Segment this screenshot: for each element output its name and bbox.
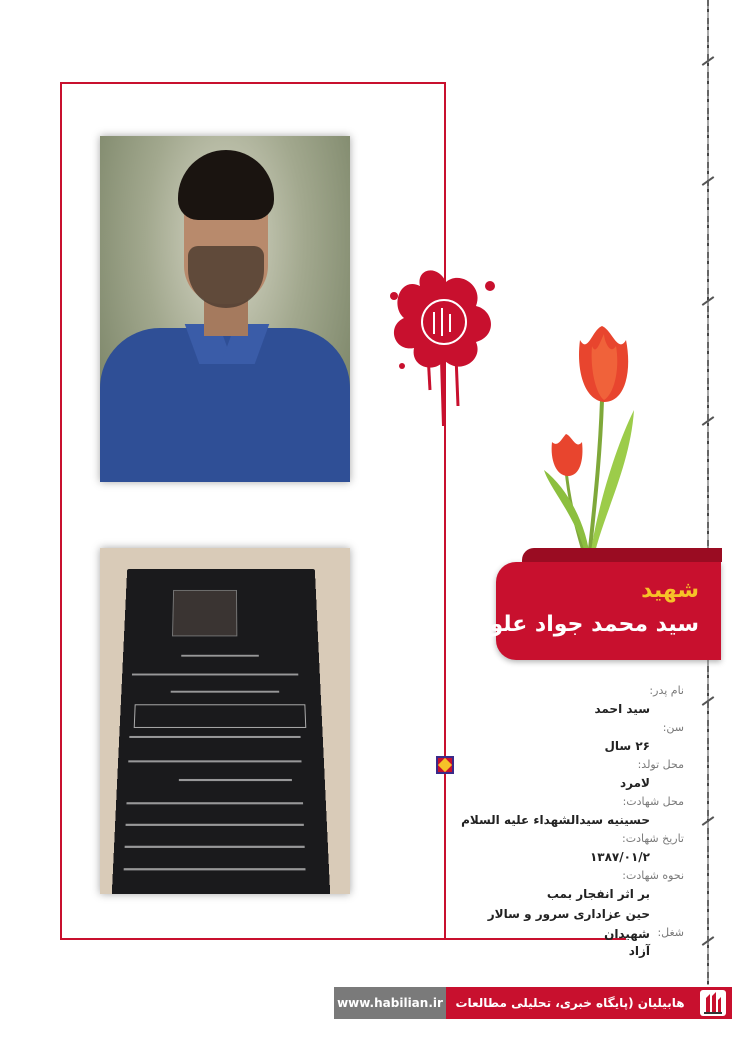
footer-url-link[interactable]: www.habilian.ir: [334, 987, 446, 1019]
detail-label: سن:: [662, 721, 684, 734]
detail-label: تاریخ شهادت:: [622, 832, 684, 845]
footer-site-name: هابیلیان (پایگاه خبری، تحلیلی مطالعات تروریسم): [455, 996, 685, 1042]
detail-value: سید احمد: [594, 702, 650, 716]
detail-label: نحوه شهادت:: [622, 869, 684, 882]
barbed-wire: [707, 0, 709, 985]
detail-label: محل شهادت:: [622, 795, 684, 808]
detail-value: آزاد: [628, 944, 650, 958]
gravestone-photo: [100, 548, 350, 894]
blood-splash-icon: [380, 256, 504, 436]
martyr-name: سید محمد جواد علوی: [469, 612, 699, 637]
habilian-logo-icon: [700, 990, 726, 1016]
detail-label: نام پدر:: [649, 684, 684, 697]
detail-label: شغل:: [657, 926, 684, 939]
detail-value: ۱۳۸۷/۰۱/۲: [589, 850, 650, 864]
title-prefix: شهید: [641, 578, 699, 603]
detail-value: حین عزاداری سرور و سالار شهیدان: [487, 907, 650, 941]
portrait-photo: [100, 136, 350, 482]
diamond-ornament-icon: [436, 756, 454, 774]
title-banner: [469, 562, 721, 660]
detail-value: حسینیه سیدالشهداء علیه السلام: [461, 813, 650, 827]
details-list: [444, 682, 684, 961]
detail-label: محل تولد:: [637, 758, 684, 771]
detail-value: لامرد: [620, 776, 650, 790]
detail-value: بر اثر انفجار بمب: [546, 887, 650, 901]
detail-value: ۲۶ سال: [604, 739, 650, 753]
tulip-icon: [530, 320, 660, 570]
